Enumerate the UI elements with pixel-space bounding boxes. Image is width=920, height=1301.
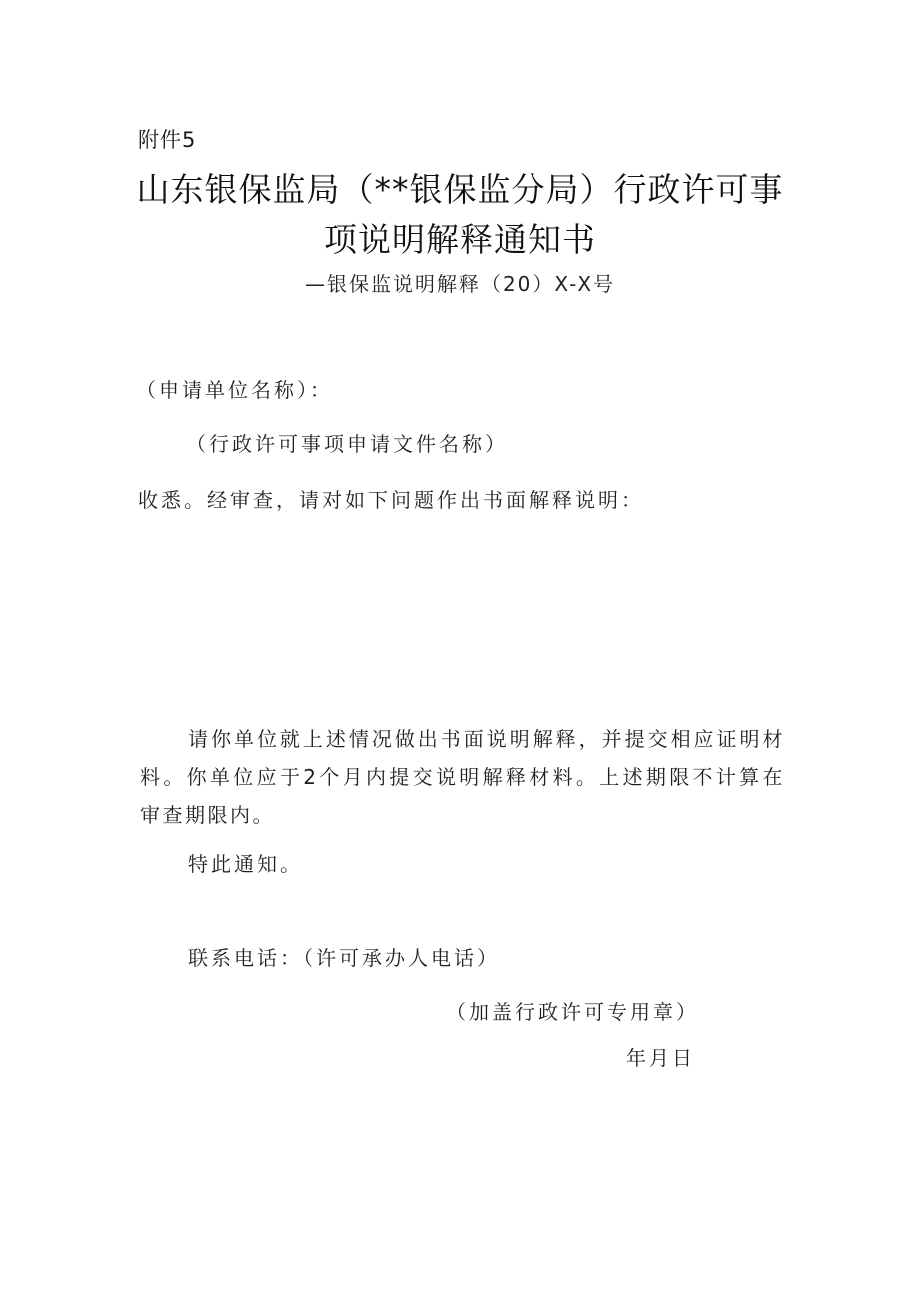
contact-phone: 联系电话：（许可承办人电话） — [188, 946, 500, 970]
attachment-label: 附件5 — [138, 128, 197, 152]
document-title-line-1: 山东银保监局（**银保监分局）行政许可事 — [136, 170, 784, 209]
document-number: —银保监说明解释（20）X-X号 — [304, 272, 616, 296]
application-document-name: （行政许可事项申请文件名称） — [186, 432, 508, 456]
official-seal-placeholder: （加盖行政许可专用章） — [446, 1000, 699, 1024]
intro-sentence: 收悉。经审查，请对如下问题作出书面解释说明： — [138, 488, 644, 512]
notice-closing: 特此通知。 — [188, 852, 303, 876]
recipient-name: （申请单位名称）： — [136, 378, 333, 402]
instruction-paragraph: 请你单位就上述情况做出书面说明解释，并提交相应证明材料。你单位应于2个月内提交说明解释材料。上述期限不计算在审查期限内。 — [140, 727, 785, 827]
date-line: 年月日 — [626, 1046, 695, 1070]
document-title-line-2: 项说明解释通知书 — [324, 220, 596, 259]
